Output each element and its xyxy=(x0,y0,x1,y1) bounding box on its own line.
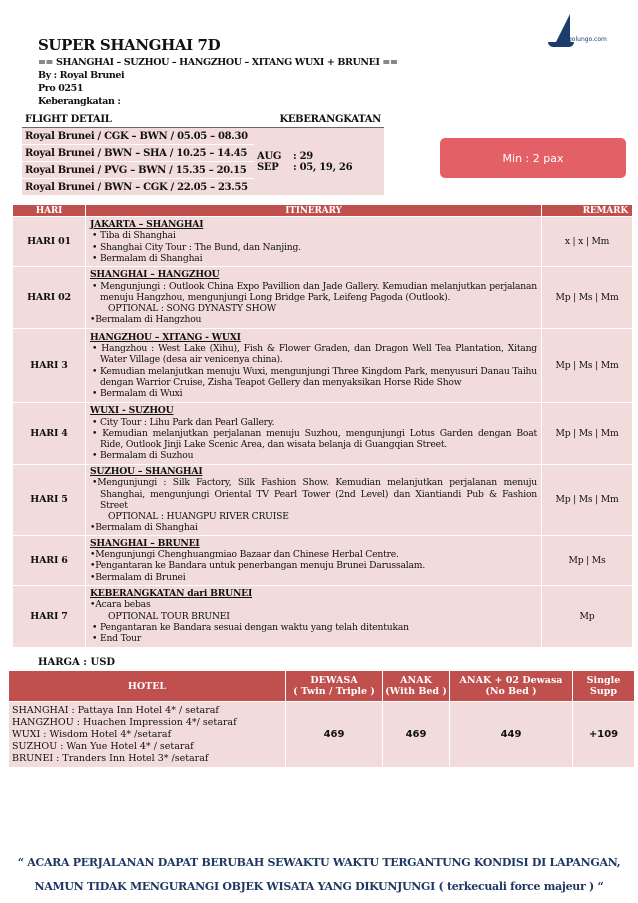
itinerary-table xyxy=(12,204,633,648)
day-remark: Mp | Ms | Mm xyxy=(542,267,633,329)
itinerary-line: • Tiba di Shanghai xyxy=(92,230,176,242)
child-column-header xyxy=(383,671,450,702)
day-label: HARI 4 xyxy=(13,403,86,465)
itinerary-row-day2 xyxy=(13,267,633,329)
itinerary-line: •Mengunjungi : Silk Factory, Silk Fashion Show. Kemudian melanjutkan perjalanan menuju Shanghai, mengunjungi Oriental TV Pearl Tower (2nd Level) dan Xiantiandi Pub & Fashion Street xyxy=(92,477,537,511)
child2-column-header xyxy=(450,671,573,702)
day-remark: x | x | Mm xyxy=(542,217,633,267)
flight-row: Royal Brunei / CGK – BWN / 05.05 – 08.30 xyxy=(22,128,254,145)
itinerary-line: • Bermalam di Suzhou xyxy=(92,450,194,462)
day-title: SHANGHAI – BRUNEI xyxy=(90,537,200,549)
airline-label: By : Royal Brunei xyxy=(38,70,125,81)
day-remark: Mp | Ms xyxy=(542,535,633,585)
flight-row: Royal Brunei / BWN – CGK / 22.05 – 23.55 xyxy=(22,179,254,196)
itinerary-line: •Bermalam di Shanghai xyxy=(90,522,198,534)
remark-column-header: REMARK xyxy=(542,205,633,217)
itinerary-line: • City Tour : Lihu Park dan Pearl Gallery. xyxy=(92,416,275,428)
tour-title: SUPER SHANGHAI 7D xyxy=(38,36,221,54)
itinerary-line: • Pengantaran ke Bandara sesuai dengan waktu yang telah ditentukan xyxy=(92,621,409,633)
day-title: KEBERANGKATAN dari BRUNEI xyxy=(90,588,253,600)
day-title: WUXI - SUZHOU xyxy=(90,405,174,417)
price-row xyxy=(9,702,635,768)
logo-text: golungo.com xyxy=(568,36,607,43)
day-title: HANGZHOU – XITANG - WUXI xyxy=(90,331,241,343)
optional-line: OPTIONAL TOUR BRUNEI xyxy=(108,610,230,622)
day-remark: Mp | Ms | Mm xyxy=(542,329,633,403)
itinerary-line: • Hangzhou : West Lake (Xihu), Fish & Flower Graden, dan Dragon Well Tea Plantation, Xitang Water Village (desa air venicenya china). xyxy=(92,342,537,366)
day-description xyxy=(86,465,542,536)
itinerary-line: • Kemudian melanjutkan perjalanan menuju Suzhou, mengunjungi Lotus Garden dengan Boat Ride, Outlook Jinji Lake Scenic Area, dan wisata belanja di Guangqian Street. xyxy=(92,427,537,451)
disclaimer-note xyxy=(0,851,638,899)
child-header-sub: (With Bed ) xyxy=(385,686,447,697)
hotel-item: SUZHOU : Wan Yue Hotel 4* / setaraf xyxy=(12,740,194,752)
hotel-item: BRUNEI : Tranders Inn Hotel 3* /setaraf xyxy=(12,752,209,764)
adult-header-sub: ( Twin / Triple ) xyxy=(293,686,375,697)
day-title: SUZHOU – SHANGHAI xyxy=(90,466,203,477)
month-aug: AUG xyxy=(257,150,282,162)
dates-aug: : 29 xyxy=(293,150,313,162)
flight-detail-header: FLIGHT DETAIL xyxy=(22,111,254,128)
itinerary-line: •Acara bebas xyxy=(90,599,151,611)
itinerary-row-day7 xyxy=(13,585,633,647)
day-remark: Mp xyxy=(542,585,633,647)
itinerary-line: • Bermalam di Wuxi xyxy=(92,388,183,400)
hotel-column-header: HOTEL xyxy=(9,671,286,702)
min-pax-badge: Min : 2 pax xyxy=(440,138,626,178)
departure-months xyxy=(254,128,290,196)
hotel-item: SHANGHAI : Pattaya Inn Hotel 4* / setaraf xyxy=(12,704,219,716)
pro-code: Pro 0251 xyxy=(38,83,84,94)
itinerary-line: •Bermalam di Brunei xyxy=(90,571,186,583)
day-title: JAKARTA – SHANGHAI xyxy=(90,218,204,230)
tour-header xyxy=(38,36,398,108)
departure-label: Keberangkatan : xyxy=(38,96,121,107)
day-label: HARI 02 xyxy=(13,267,86,329)
day-title: SHANGHAI – HANGZHOU xyxy=(90,269,220,281)
tour-route: == SHANGHAI – SUZHOU – HANGZHOU – XITANG WUXI + BRUNEI == xyxy=(38,57,398,68)
adult-column-header xyxy=(286,671,383,702)
itinerary-column-header: ITINERARY xyxy=(86,205,542,217)
day-column-header: HARI xyxy=(13,205,86,217)
day-label: HARI 3 xyxy=(13,329,86,403)
child-header-label: ANAK xyxy=(400,675,432,686)
itinerary-line: •Mengunjungi Chenghuangmiao Bazaar dan Chinese Herbal Centre. xyxy=(90,548,399,560)
company-logo xyxy=(540,14,610,54)
flight-detail-table xyxy=(22,111,384,196)
adult-price: 469 xyxy=(286,702,383,768)
disclaimer-line-1: “ ACARA PERJALANAN DAPAT BERUBAH SEWAKTU WAKTU TERGANTUNG KONDISI DI LAPANGAN, xyxy=(17,856,621,869)
single-supp-price: +109 xyxy=(573,702,635,768)
itinerary-row-day5 xyxy=(13,465,633,536)
itinerary-line: • Shanghai City Tour : The Bund, dan Nanjing. xyxy=(92,241,301,253)
day-description xyxy=(86,535,542,585)
itinerary-line: • Kemudian melanjutkan menuju Wuxi, mengunjungi Three Kingdom Park, menyusuri Danau Taihu dengan Warrior Cruise, Zisha Teapot Gellery dan menyaksikan Horse Ride Show xyxy=(92,365,537,388)
month-sep: SEP xyxy=(257,161,279,173)
itinerary-line: • Mengunjungi : Outlook China Expo Pavillion dan Jade Gallery. Kemudian melanjutkan perjalanan menuju Hangzhou, mengunjungi Long Bridge Park, Leifeng Pagoda (Outlook). xyxy=(92,280,537,303)
disclaimer-line-2: NAMUN TIDAK MENGURANGI OBJEK WISATA YANG DIKUNJUNGI ( terkecuali force majeur ) “ xyxy=(34,880,604,893)
departure-dates xyxy=(290,128,384,196)
day-description xyxy=(86,267,542,329)
day-label: HARI 5 xyxy=(13,465,86,536)
itinerary-row-day4 xyxy=(13,403,633,465)
itinerary-row-day1 xyxy=(13,217,633,267)
flight-row: Royal Brunei / BWN – SHA / 10.25 – 14.45 xyxy=(22,145,254,162)
price-label: HARGA : USD xyxy=(38,657,116,668)
hotel-item: WUXI : Wisdom Hotel 4* /setaraf xyxy=(12,728,172,740)
departure-header: KEBERANGKATAN xyxy=(254,111,384,128)
dates-sep: : 05, 19, 26 xyxy=(293,161,353,173)
itinerary-line: • Bermalam di Shanghai xyxy=(92,252,203,264)
day-description xyxy=(86,217,542,267)
day-label: HARI 7 xyxy=(13,585,86,647)
hotel-item: HANGZHOU : Huachen Impression 4*/ setaraf xyxy=(12,716,237,728)
day-description xyxy=(86,329,542,403)
child-price: 469 xyxy=(383,702,450,768)
day-label: HARI 6 xyxy=(13,535,86,585)
day-description xyxy=(86,403,542,465)
child2-header-label: ANAK + 02 Dewasa xyxy=(459,675,563,686)
child2-price: 449 xyxy=(450,702,573,768)
optional-line: OPTIONAL : SONG DYNASTY SHOW xyxy=(108,303,277,315)
itinerary-line: •Bermalam di Hangzhou xyxy=(90,314,202,326)
itinerary-row-day3 xyxy=(13,329,633,403)
price-table xyxy=(8,670,635,768)
optional-line: OPTIONAL : HUANGPU RIVER CRUISE xyxy=(108,511,289,523)
itinerary-line: • End Tour xyxy=(92,633,142,645)
day-label: HARI 01 xyxy=(13,217,86,267)
single-supp-column-header: Single Supp xyxy=(573,671,635,702)
itinerary-line: •Pengantaran ke Bandara untuk penerbangan menuju Brunei Darussalam. xyxy=(90,560,426,572)
child2-header-sub: (No Bed ) xyxy=(485,686,537,697)
day-description xyxy=(86,585,542,647)
adult-header-label: DEWASA xyxy=(310,675,358,686)
hotel-list xyxy=(9,702,286,768)
day-remark: Mp | Ms | Mm xyxy=(542,403,633,465)
flight-row: Royal Brunei / PVG – BWN / 15.35 – 20.15 xyxy=(22,162,254,179)
day-remark: Mp | Ms | Mm xyxy=(542,465,633,536)
itinerary-row-day6 xyxy=(13,535,633,585)
